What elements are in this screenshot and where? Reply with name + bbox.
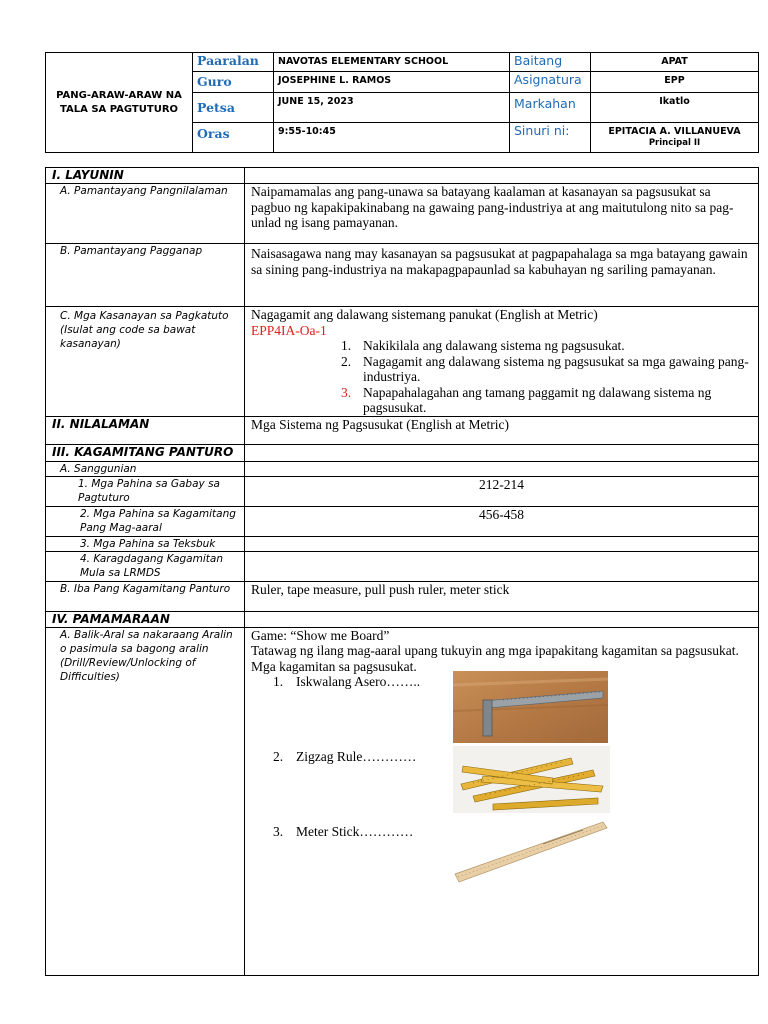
objective-number: 2. [341,353,352,369]
kasanayan-label: C. Mga Kasanayan sa Pagkatuto (Isulat ang code sa bawat kasanayan) [60,310,229,350]
pamantayang-pangnilalaman-text: Naipamamalas ang pang-unawa sa batayang kaalaman at kasanayan sa pagsusukat sa pagbuo ng kapakipakinabang na gawaing pang-industriya at ang maitutulong nito sa pag-unlad ng isang pamayanan. [245,184,759,244]
paaralan-label: Paaralan [193,53,274,72]
markahan-label: Markahan [510,93,591,123]
objectives-list [251,338,752,416]
objective-item [251,385,752,416]
pamantayang-pagganap-text: Naisasagawa nang may kasanayan sa pagsusukat at pagpapahalaga sa mga batayang gawain sa sining pang-industriya na makapagpapaunlad sa kabuhayan ng sariling pamayanan. [245,244,759,307]
kasanayan-cell [245,307,759,417]
petsa-value: JUNE 15, 2023 [274,93,510,123]
objective-number: 1. [341,338,352,353]
tool-number: 2. [273,749,284,764]
asignatura-label: Asignatura [510,72,591,93]
objective-text: Napapahalagahan ang tamang paggamit ng dalawang sistema ng pagsusukat. [363,384,712,415]
markahan-value: Ikatlo [591,93,759,123]
zigzag-rule-image [453,746,610,817]
iba-kagamitan-value: Ruler, tape measure, pull push ruler, meter stick [245,581,759,611]
sinuri-name: EPITACIA A. VILLANUEVA [608,126,741,137]
baitang-label: Baitang [510,53,591,72]
tool-number: 1. [273,674,284,689]
empty-cell [245,551,759,581]
steel-square-image [453,671,608,747]
objective-item [251,338,752,354]
magaaral-label: 2. Mga Pahina sa Kagamitang Pang Mag-aaral [80,507,236,534]
gabay-label: 1. Mga Pahina sa Gabay sa Pagtuturo [78,477,220,504]
kasanayan-text: Nagagamit ang dalawang sistemang panukat (English at Metric) [251,307,598,322]
objective-item [251,354,752,385]
empty-cell [245,444,759,461]
meter-stick-image [453,818,610,890]
tool-item [251,824,752,899]
lesson-plan-table [45,167,759,976]
nilalaman-text: Mga Sistema ng Pagsusukat (English at Metric) [245,416,759,444]
tool-item [251,674,752,749]
objective-text: Nagagamit ang dalawang sistema ng pagsusukat sa mga gawaing pang-industriya. [363,353,749,384]
objective-number: 3. [341,384,352,400]
oras-value: 9:55-10:45 [274,123,510,153]
pamantayang-pagganap-label: B. Pamantayang Pagganap [60,245,203,257]
empty-cell [245,536,759,551]
layunin-heading: I. LAYUNIN [46,168,245,184]
lrmds-label: 4. Karagdagang Kagamitan Mula sa LRMDS [80,552,223,579]
sanggunian-label: A. Sanggunian [60,462,137,475]
balik-aral-cell [245,627,759,975]
magaaral-value: 456-458 [245,506,759,536]
tools-list [251,674,752,899]
gabay-value: 212-214 [245,476,759,506]
oras-label: Oras [193,123,274,153]
asignatura-value: EPP [591,72,759,93]
sinuri-title: Principal II [648,138,701,148]
tools-list-title: Mga kagamitan sa pagsusukat. [251,658,417,674]
sinuri-cell [591,123,759,153]
empty-cell [245,611,759,627]
guro-value: JOSEPHINE L. RAMOS [274,72,510,93]
kagamitan-heading: III. KAGAMITANG PANTURO [46,444,245,461]
header-table [45,52,759,153]
tool-number: 3. [273,824,284,839]
balik-aral-label: A. Balik-Aral sa nakaraang Aralin o pasimula sa bagong aralin (Drill/Review/Unlocking of Difficulties) [60,628,233,683]
nilalaman-heading: II. NILALAMAN [46,416,245,444]
tool-item [251,749,752,824]
guro-label: Guro [193,72,274,93]
baitang-value: APAT [591,53,759,72]
pamamaraan-heading: IV. PAMAMARAAN [46,611,245,627]
pamantayang-pangnilalaman-label: A. Pamantayang Pangnilalaman [60,185,228,197]
game-instruction: Tatawag ng ilang mag-aaral upang tukuyin ang mga ipapakitang kagamitan sa pagsusukat. [251,643,739,658]
empty-cell [245,168,759,184]
petsa-label: Petsa [193,93,274,123]
sinuri-label: Sinuri ni: [510,123,591,153]
objective-text: Nakikilala ang dalawang sistema ng pagsusukat. [363,338,625,353]
iba-kagamitan-label: B. Iba Pang Kagamitang Panturo [60,582,231,595]
kasanayan-code: EPP4IA-Oa-1 [251,322,327,338]
tool-name: Iskwalang Asero…….. [296,674,421,689]
game-title: Game: “Show me Board” [251,627,390,643]
paaralan-value: NAVOTAS ELEMENTARY SCHOOL [274,53,510,72]
empty-cell [245,461,759,476]
teksbuk-label: 3. Mga Pahina sa Teksbuk [80,537,216,550]
tool-name: Zigzag Rule………… [296,749,417,764]
tool-name: Meter Stick………… [296,824,414,839]
document-title: PANG-ARAW-ARAW NA TALA SA PAGTUTURO [46,53,193,153]
